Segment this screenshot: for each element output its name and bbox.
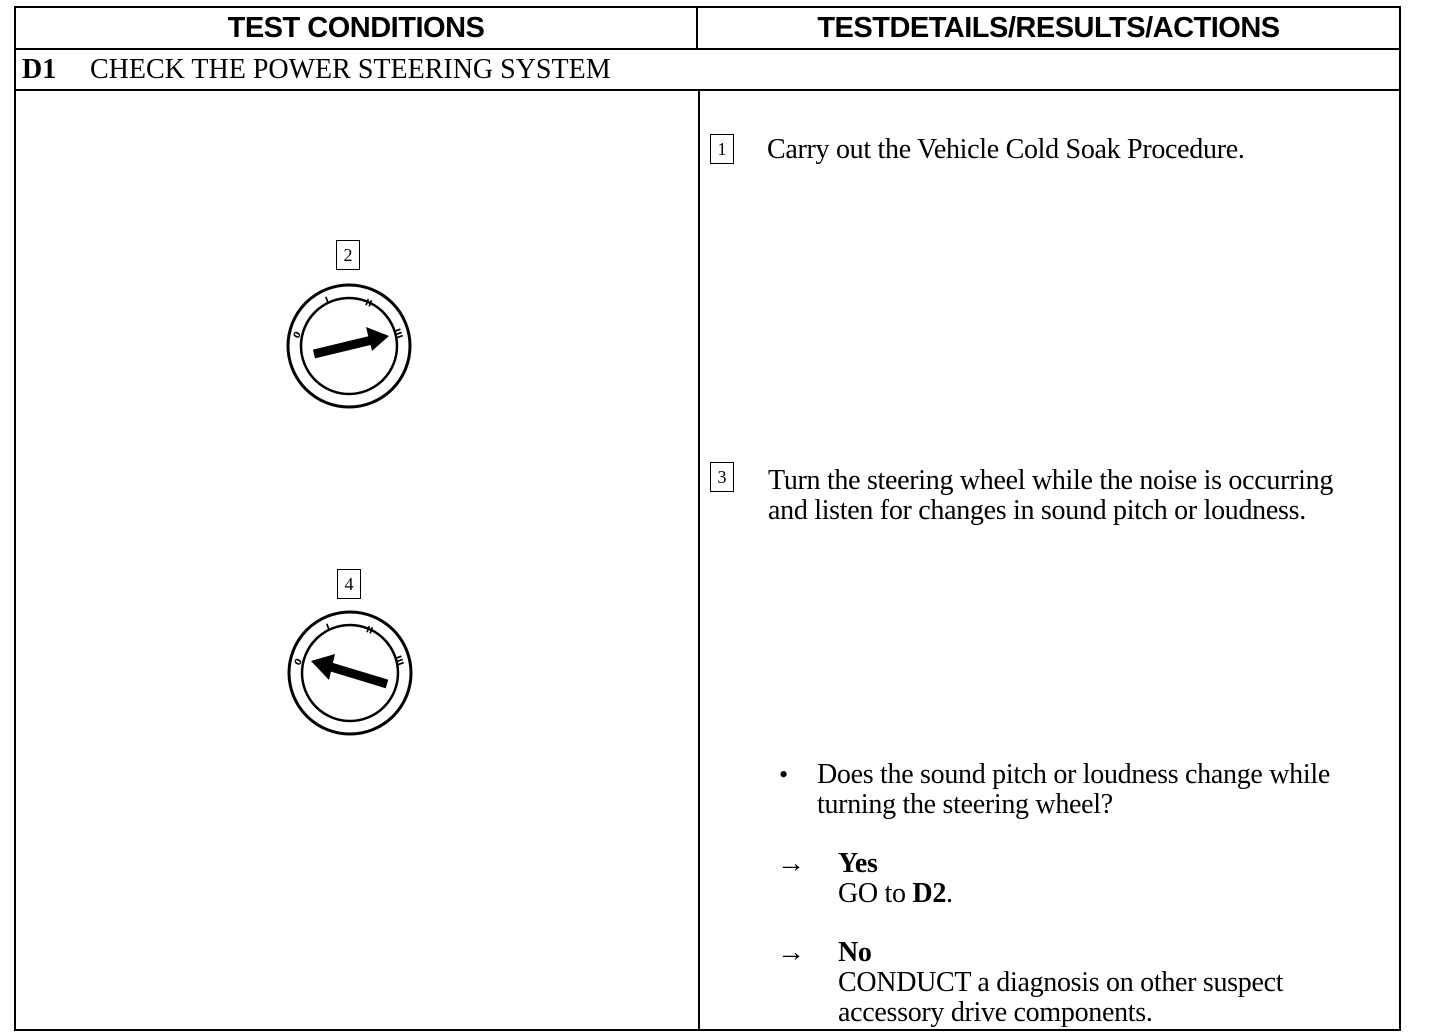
section-title: CHECK THE POWER STEERING SYSTEM: [90, 54, 611, 85]
step-text: [768, 466, 1333, 526]
yes-answer: [838, 849, 953, 909]
no-label: No: [838, 937, 872, 968]
section-code: D1: [22, 54, 57, 85]
question-line: turning the steering wheel?: [817, 789, 1113, 820]
body-column-divider: [698, 89, 700, 1031]
yes-label: Yes: [838, 848, 878, 879]
ignition-switch-position-0-icon: [283, 610, 417, 736]
section-title-row: [22, 52, 611, 88]
question-line: Does the sound pitch or loudness change while: [817, 759, 1330, 790]
no-action-line: CONDUCT a diagnosis on other suspect: [838, 967, 1284, 998]
svg-text:III: III: [391, 654, 405, 668]
step-text-line: Turn the steering wheel while the noise is occurring: [768, 465, 1334, 496]
yes-action-suffix: .: [946, 878, 953, 909]
svg-text:II: II: [364, 625, 375, 637]
svg-text:0: 0: [293, 657, 305, 668]
svg-text:II: II: [363, 298, 374, 310]
no-arrow-icon: →: [777, 937, 805, 968]
svg-text:I: I: [324, 295, 331, 307]
no-answer: [838, 938, 1283, 1028]
ignition-switch-position-iii-icon: [282, 283, 416, 409]
bullet-point: •: [779, 760, 789, 789]
step-number-box: 1: [710, 134, 734, 164]
step-number-box: 4: [337, 569, 361, 599]
step-text: Carry out the Vehicle Cold Soak Procedure.: [767, 134, 1245, 165]
yes-action: [838, 879, 953, 909]
yes-arrow-icon: →: [777, 848, 805, 879]
yes-action-prefix: GO to: [838, 878, 913, 909]
step-number-box: 2: [336, 240, 360, 270]
section-divider: [14, 89, 1401, 91]
svg-text:I: I: [325, 622, 332, 634]
svg-text:0: 0: [292, 330, 304, 341]
test-conditions-header: TEST CONDITIONS: [227, 12, 485, 44]
step-number-box: 3: [710, 462, 734, 492]
step-text-line: and listen for changes in sound pitch or loudness.: [768, 495, 1306, 526]
no-action-line: accessory drive components.: [838, 997, 1153, 1028]
header-divider: [14, 48, 1401, 50]
svg-text:III: III: [390, 327, 404, 341]
question-text: [817, 760, 1330, 820]
test-details-header: TESTDETAILS/RESULTS/ACTIONS: [817, 12, 1280, 44]
yes-action-target: D2: [912, 878, 947, 909]
